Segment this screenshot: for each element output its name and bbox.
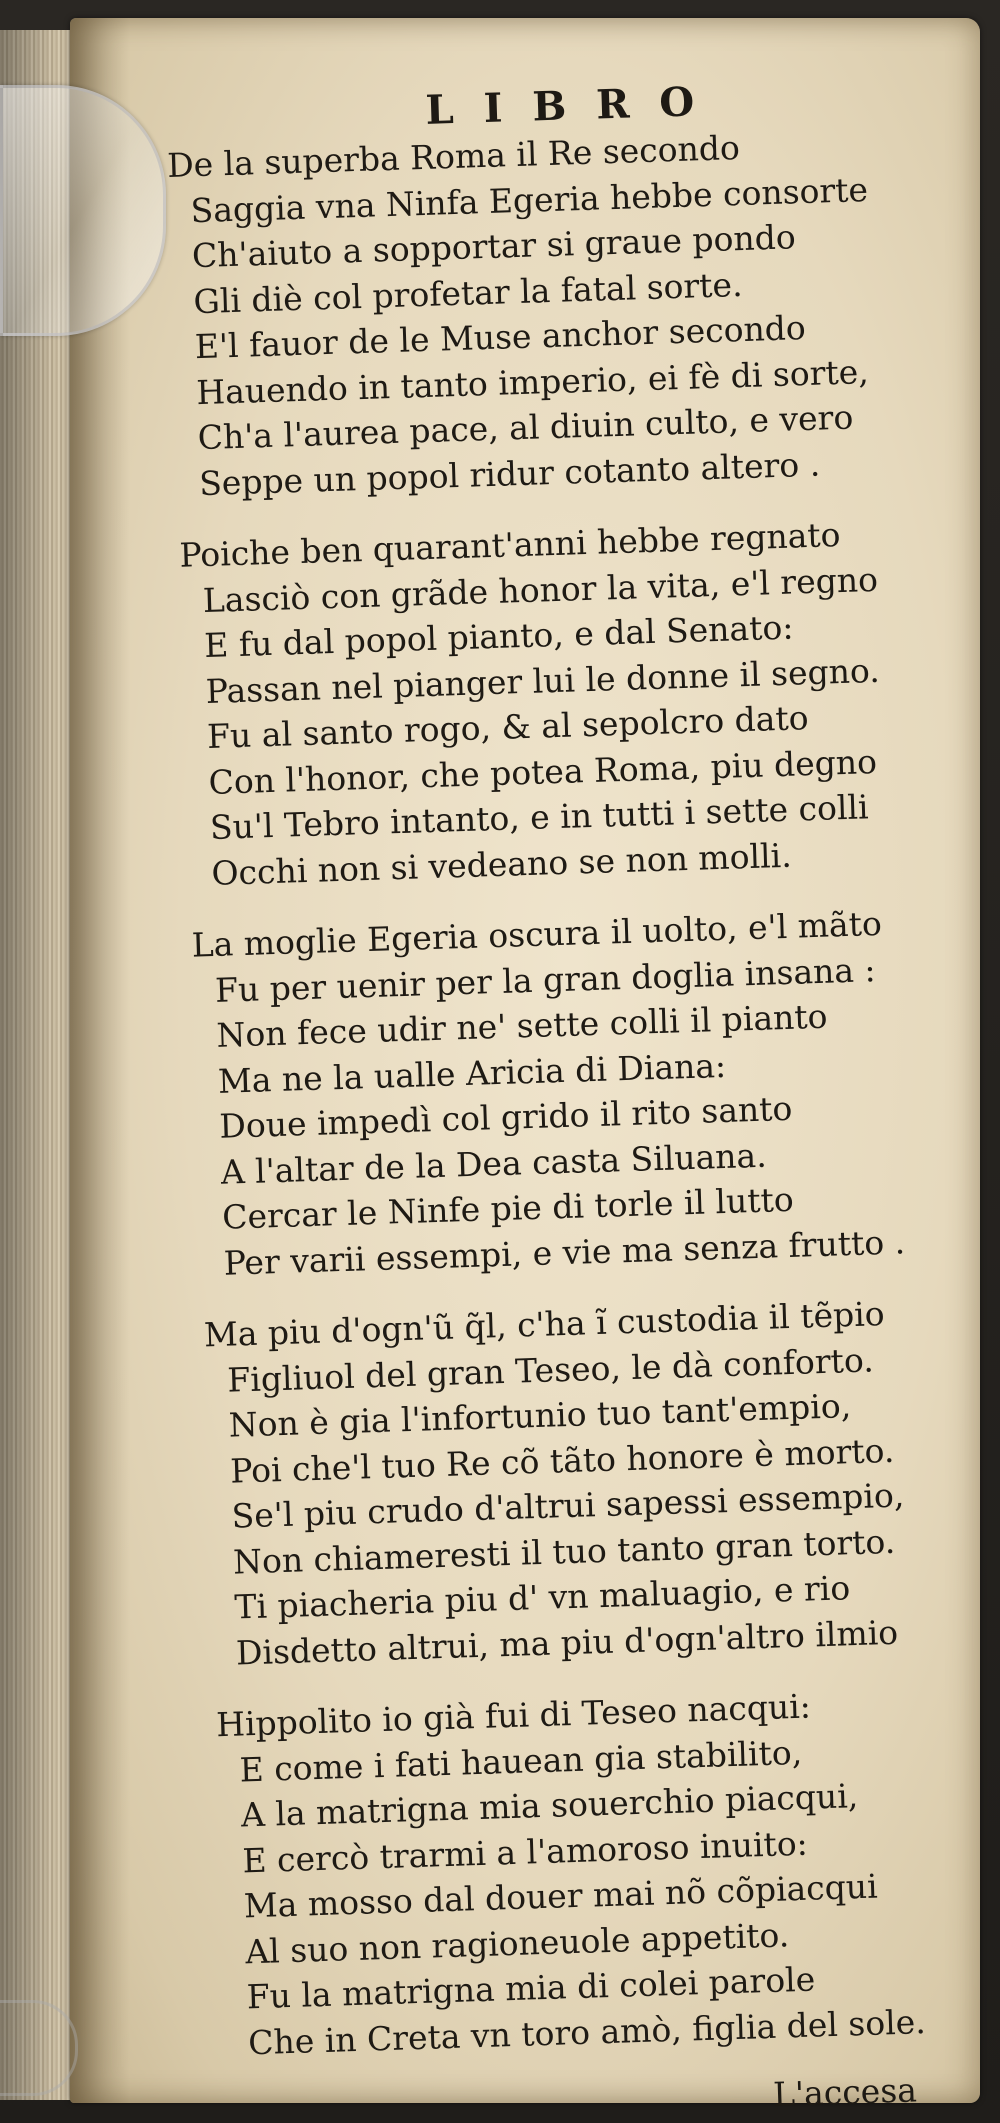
- verse-line: Per varii essempi, e vie ma senza frutto .: [223, 1221, 906, 1283]
- running-header: LIBRO: [424, 77, 725, 134]
- verse-line: Non è gia l'infortunio tuo tant'empio,: [228, 1386, 852, 1445]
- verse-line: Che in Creta vn toro amò, figlia del sole.: [247, 2001, 927, 2062]
- verse-line: E cercò trarmi a l'amoroso inuito:: [241, 1823, 809, 1880]
- verse-line: Disdetto altrui, ma piu d'ogn'altro ilmio: [235, 1612, 899, 1673]
- verse-line: Su'l Tebro intanto, e in tutti i sette colli: [209, 787, 870, 847]
- verse-line: Al suo non ragioneuole appetito.: [244, 1914, 790, 1971]
- verse-line: Fu la matrigna mia di colei parole: [246, 1959, 816, 2017]
- verse-line: Ch'a l'aurea pace, al diuin culto, e vero: [197, 397, 854, 458]
- verse-line: E'l fauor de le Muse anchor secondo: [194, 308, 807, 367]
- poem-text: [165, 71, 989, 2123]
- verse-line: Saggia vna Ninfa Egeria hebbe consorte: [190, 169, 869, 230]
- verse-line: De la superba Roma il Re secondo: [166, 127, 741, 185]
- verse-line: Non chiameresti il tuo tanto gran torto.: [232, 1521, 896, 1582]
- stanza-4: [203, 1289, 974, 1677]
- verse-line: Ma mosso dal douer mai nõ cõpiacqui: [243, 1866, 879, 1926]
- verse-line: Ti piacheria piu d' vn maluagio, e rio: [233, 1568, 851, 1627]
- verse-line: E fu dal popol pianto, e dal Senato:: [203, 607, 794, 666]
- stanza-3: [191, 899, 962, 1287]
- verse-line: Con l'honor, che potea Roma, piu degno: [207, 741, 878, 802]
- verse-line: Occhi non si vedeano se non molli.: [210, 835, 793, 893]
- verse-line: Seppe un popol ridur cotanto altero .: [198, 444, 821, 503]
- verse-line: Hippolito io già fui di Teseo nacqui:: [215, 1686, 812, 1745]
- verse-line: Figliuol del gran Teseo, le dà conforto.: [226, 1339, 875, 1400]
- verse-line: Fu per uenir per la gran doglia insana :: [214, 949, 877, 1010]
- verse-line: Se'l piu crudo d'altrui sapessi essempio,: [231, 1475, 905, 1536]
- verse-line: Ma ne la ualle Aricia di Diana:: [217, 1045, 727, 1101]
- verse-line: Gli diè col profetar la fatal sorte.: [192, 264, 744, 321]
- verse-line: E come i fati hauean gia stabilito,: [239, 1732, 803, 1789]
- verse-line: Hauendo in tanto imperio, ei fè di sorte,: [195, 351, 870, 412]
- verse-line: La moglie Egeria oscura il uolto, e'l mãto: [191, 903, 883, 965]
- verse-line: Ma piu d'ogn'ũ q̃l, c'ha ĩ custodia il tẽpio: [203, 1294, 886, 1355]
- verse-line: A l'altar de la Dea casta Siluana.: [220, 1135, 768, 1192]
- verse-line: Poiche ben quarant'anni hebbe regnato: [178, 515, 842, 575]
- verse-line: Doue impedì col grido il rito santo: [218, 1088, 793, 1146]
- verse-line: Poi che'l tuo Re cõ tãto honore è morto.: [229, 1430, 895, 1491]
- stanza-1: [167, 119, 938, 507]
- stanza-5: [216, 1678, 987, 2066]
- verse-line: Ch'aiuto a sopportar si graue pondo: [191, 217, 797, 276]
- verse-line: Non fece udir ne' sette colli il pianto: [215, 996, 828, 1055]
- stanza-2: [179, 509, 950, 897]
- verse-line: A la matrigna mia souerchio piacqui,: [240, 1776, 859, 1835]
- verse-line: Lasciò con grãde honor la vita, e'l regno: [202, 559, 879, 620]
- catchword: L'accesa: [772, 2070, 918, 2114]
- verse-line: Fu al santo rogo, & al sepolcro dato: [206, 698, 810, 756]
- verse-line: Passan nel pianger lui le donne il segno.: [205, 650, 881, 711]
- verse-line: Cercar le Ninfe pie di torle il lutto: [221, 1179, 795, 1237]
